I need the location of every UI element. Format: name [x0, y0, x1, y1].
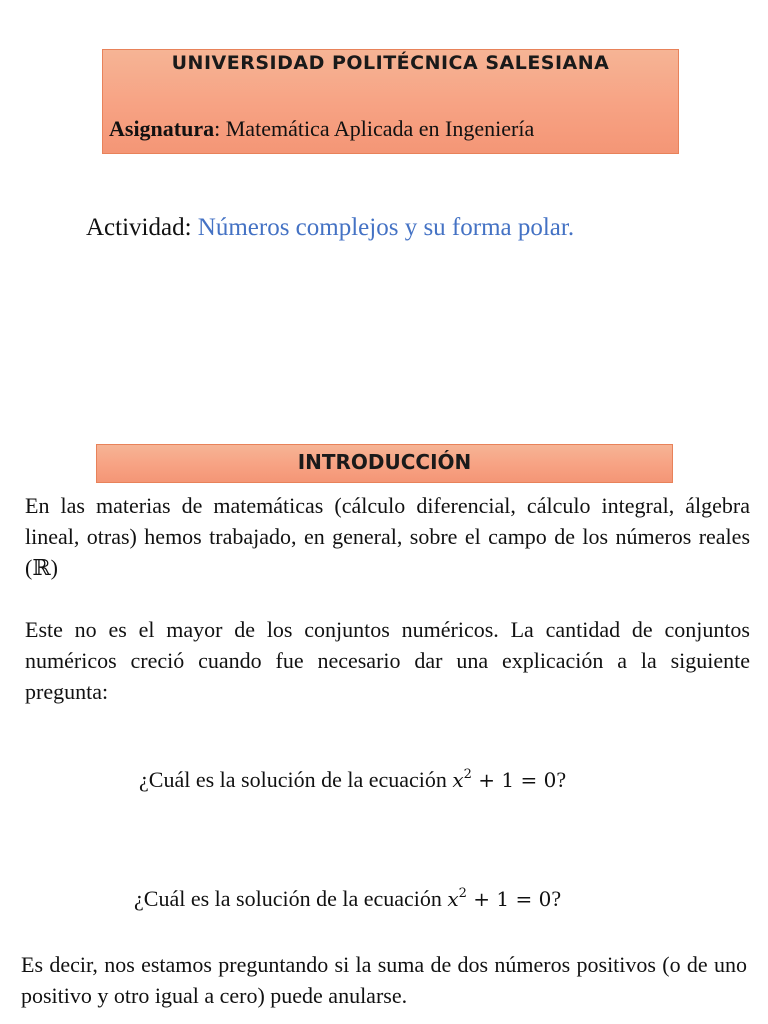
equation-rest: + 1 = 0: [466, 887, 552, 911]
equation: [447, 887, 551, 911]
question-mark: ?: [551, 886, 562, 911]
university-title: UNIVERSIDAD POLITÉCNICA SALESIANA: [171, 52, 610, 74]
question-mark: ?: [556, 767, 567, 792]
question-text: ¿Cuál es la solución de la ecuación: [139, 767, 453, 792]
subject-label: Asignatura: [109, 116, 215, 141]
subject-line: [109, 116, 534, 142]
equation-variable: x: [452, 768, 464, 792]
subject-separator: :: [214, 116, 221, 141]
equation-question-repeat: [134, 886, 561, 912]
equation: [452, 768, 556, 792]
activity-title: Números complejos y su forma polar.: [197, 214, 575, 241]
equation-variable: x: [447, 887, 459, 911]
equation-exponent: 2: [463, 767, 472, 782]
equation-question: [139, 767, 566, 793]
header-box: [102, 49, 679, 154]
introduction-title: INTRODUCCIÓN: [297, 450, 472, 474]
paragraph-sum-question: Es decir, nos estamos preguntando si la suma de dos números positivos (o de uno positivo y otro igual a cero) puede anularse.: [21, 952, 747, 1008]
question-text: ¿Cuál es la solución de la ecuación: [134, 886, 448, 911]
paragraph-number-sets: Este no es el mayor de los conjuntos numéricos. La cantidad de conjuntos numéricos creció cuando fue necesario dar una explicación a la siguiente pregunta:: [25, 617, 750, 704]
activity-line: [86, 214, 574, 242]
activity-label: Actividad:: [86, 214, 198, 241]
equation-rest: + 1 = 0: [471, 768, 557, 792]
subject-value: Matemática Aplicada en Ingeniería: [220, 116, 535, 141]
paragraph-real-numbers: En las materias de matemáticas (cálculo diferencial, cálculo integral, álgebra lineal, otras) hemos trabajado, en general, sobre el campo de los números reales (ℝ): [25, 493, 750, 580]
introduction-box: [96, 444, 673, 483]
equation-exponent: 2: [458, 886, 467, 901]
